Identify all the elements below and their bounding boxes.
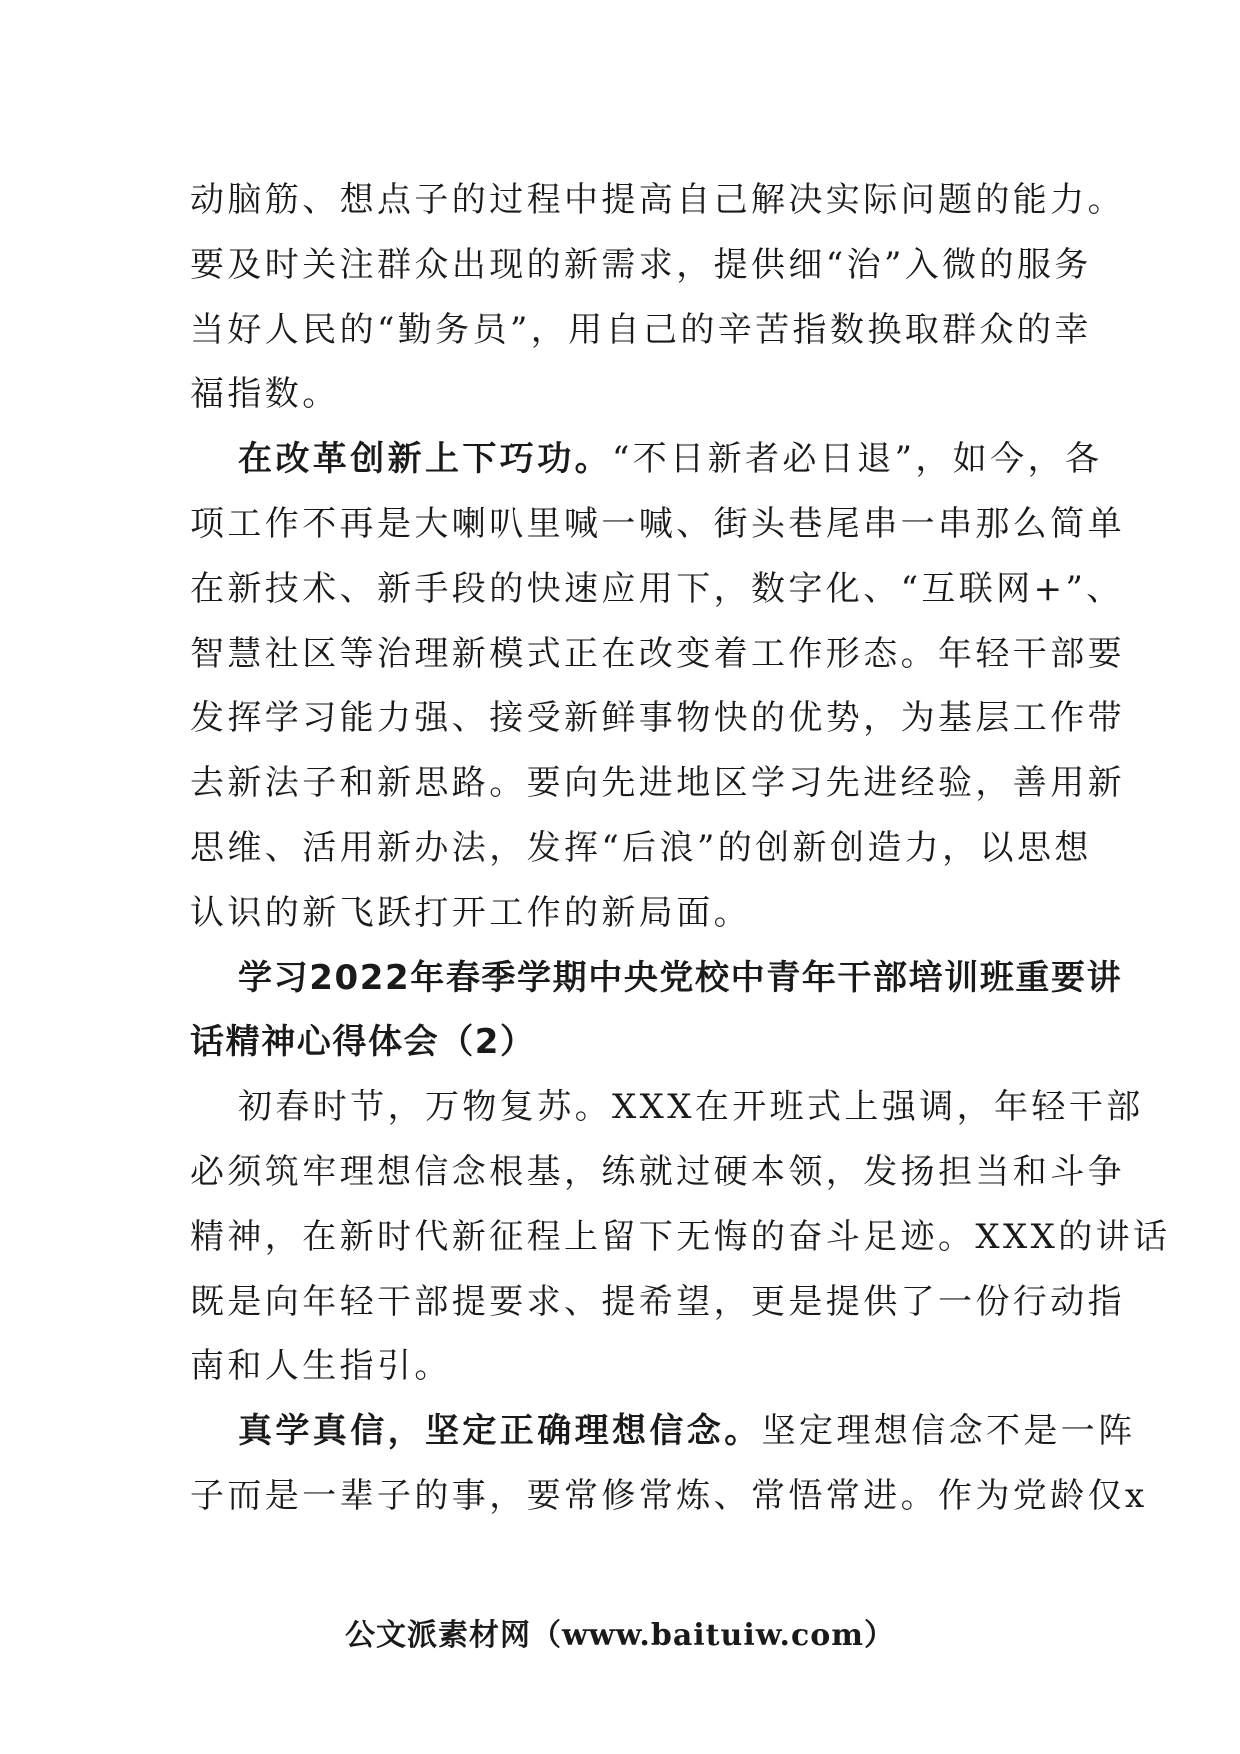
- text-segment: 要及时关注群众出现的新需求，提供细“治”入微的服务: [190, 244, 1092, 285]
- text-segment: 思维、活用新办法，发挥“后浪”的创新创造力，以思想: [190, 827, 1092, 868]
- text-segment: 南和人生指引。: [190, 1346, 452, 1387]
- bold-lead-phrase: 在改革创新上下巧功。: [238, 439, 612, 480]
- text-segment: 去新法子和新思路。要向先进地区学习先进经验，善用新: [190, 763, 1125, 804]
- text-line: [190, 492, 1125, 557]
- text-line: [190, 751, 1125, 816]
- heading-line: [190, 946, 1123, 1011]
- text-line: [190, 427, 1103, 492]
- text-segment: 既是向年轻干部提要求、提希望，更是提供了一份行动指: [190, 1281, 1125, 1322]
- text-segment: 当好人民的“勤务员”，用自己的辛苦指数换取群众的幸: [190, 309, 1092, 350]
- text-line: [190, 1205, 1171, 1270]
- text-segment: 话精神心得体会（2）: [190, 1022, 536, 1063]
- text-segment: 初春时节，万物复苏。XXX在开班式上强调，年轻干部: [238, 1087, 1144, 1128]
- text-line: [190, 622, 1125, 687]
- text-segment: 子而是一辈子的事，要常修常炼、常悟常进。作为党龄仅x: [190, 1475, 1148, 1516]
- text-segment: 动脑筋、想点子的过程中提高自己解决实际问题的能力。: [190, 180, 1125, 220]
- text-line: [190, 1464, 1148, 1529]
- text-line: [190, 686, 1125, 751]
- text-line: [190, 881, 1060, 946]
- text-segment: 学习2022年春季学期中央党校中青年干部培训班重要讲: [238, 957, 1123, 998]
- text-segment: 必须筑牢理想信念根基，练就过硬本领，发扬担当和斗争: [190, 1151, 1125, 1192]
- document-body: [190, 168, 1171, 1529]
- text-segment: 项工作不再是大喇叭里喊一喊、街头巷尾串一串那么简单: [190, 503, 1125, 544]
- text-segment: 认识的新飞跃打开工作的新局面。: [190, 892, 751, 933]
- text-line: [190, 1334, 1060, 1399]
- bold-lead-phrase: 真学真信，坚定正确理想信念。: [238, 1411, 762, 1452]
- text-segment: 精神，在新时代新征程上留下无悔的奋斗足迹。XXX的讲话: [190, 1216, 1171, 1257]
- text-line: [190, 168, 1125, 233]
- text-line: [190, 1399, 1136, 1464]
- text-line: [190, 1075, 1144, 1140]
- text-line: [190, 362, 1060, 427]
- text-line: [190, 1140, 1125, 1205]
- text-line: [190, 298, 1092, 363]
- footer-watermark: 公文派素材网（www.baituiw.com）: [344, 1618, 896, 1653]
- text-segment: 发挥学习能力强、接受新鲜事物快的优势，为基层工作带: [190, 698, 1125, 739]
- text-line: [190, 1270, 1125, 1335]
- heading-line: [190, 1010, 1060, 1075]
- text-line: [190, 557, 1124, 622]
- text-segment: 坚定理想信念不是一阵: [761, 1411, 1136, 1452]
- text-line: [190, 816, 1092, 881]
- text-line: [190, 233, 1092, 298]
- text-segment: 智慧社区等治理新模式正在改变着工作形态。年轻干部要: [190, 633, 1125, 674]
- text-segment: 在新技术、新手段的快速应用下，数字化、“互联网+”、: [190, 568, 1124, 609]
- text-segment: “不日新者必日退”，如今，各: [612, 439, 1103, 480]
- text-segment: 福指数。: [190, 374, 340, 415]
